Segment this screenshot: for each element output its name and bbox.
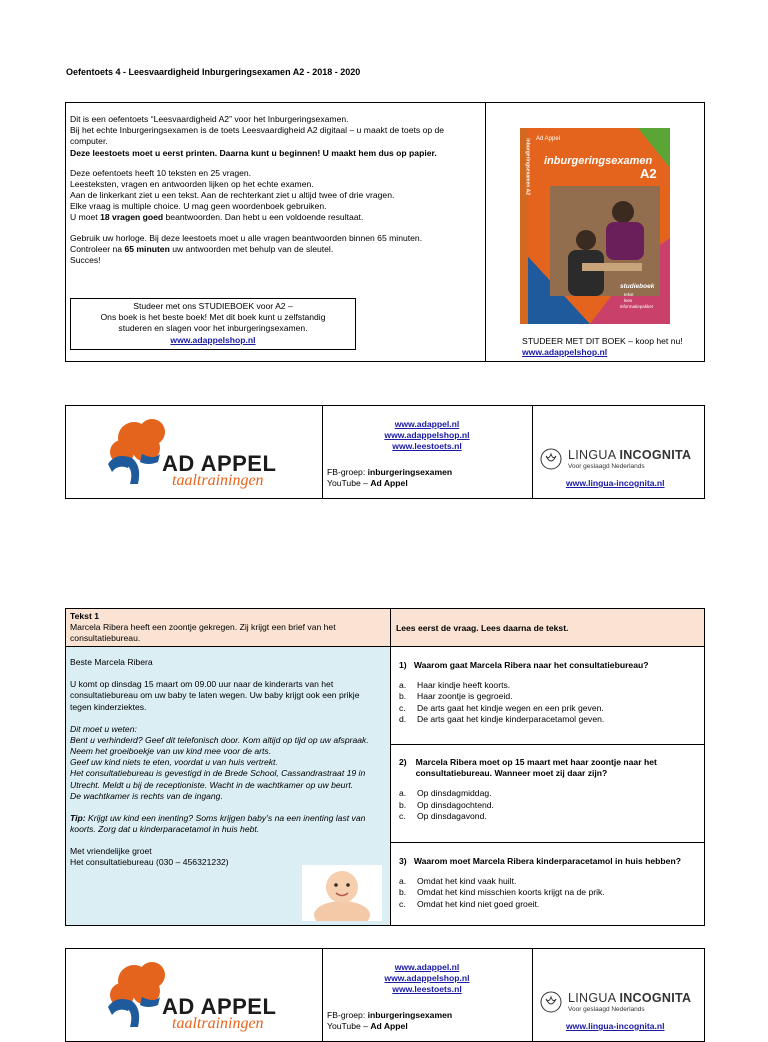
banner-social: FB-groep: inburgeringsexamen YouTube – Ad Appel — [327, 467, 453, 489]
studybook-line: Studeer met ons STUDIEBOEK voor A2 – — [133, 301, 293, 311]
book-author: Ad Appel — [536, 136, 561, 142]
partner-name: LINGUA INCOGNITA — [568, 991, 692, 1005]
answer-option[interactable]: c. Omdat het kind niet goed groeit. — [399, 898, 540, 909]
intro-line: Leesteksten, vragen en antwoorden lijken op het echte examen. — [70, 178, 314, 189]
banner-link[interactable]: www.leestoets.nl — [392, 441, 462, 452]
banner-link[interactable]: www.adappelshop.nl — [384, 973, 470, 984]
question-2 — [391, 757, 704, 822]
page-title: Oefentoets 4 - Leesvaardigheid Inburgeringsexamen A2 - 2018 - 2020 — [66, 67, 361, 77]
logo-tagline: taaltrainingen — [172, 1015, 264, 1032]
book-cover[interactable] — [520, 128, 670, 324]
logo-tagline: taaltrainingen — [172, 472, 264, 489]
text1-instruction: Lees eerst de vraag. Lees daarna de tekst. — [396, 623, 569, 633]
answer-option[interactable]: b. Haar zoontje is gegroeid. — [399, 691, 513, 702]
book-caption: STUDEER MET DIT BOEK – koop het nu! — [522, 336, 683, 346]
letter-paragraph: U komt op dinsdag 15 maart om 09.00 uur naar de kinderarts van het consultatiebureau om uw baby te laten wegen. Uw baby krijgt ook een prikje tegen kinderziektes. — [70, 679, 360, 712]
logo-name: AD APPEL — [162, 451, 277, 476]
banner-links — [323, 419, 531, 453]
letter-info-line: Geef uw kind niets te eten, voordat u van huis vertrekt. — [70, 757, 278, 768]
logo-name: AD APPEL — [162, 994, 277, 1019]
book-link[interactable]: www.adappelshop.nl — [522, 347, 608, 357]
book-sub: tekst — [624, 292, 634, 297]
book-sub: lees — [624, 298, 633, 303]
questions-panel — [391, 647, 704, 925]
intro-line: Controleer na 65 minuten uw antwoorden met behulp van de sleutel. — [70, 243, 334, 254]
ad-appel-logo[interactable] — [102, 961, 292, 1033]
ad-appel-logo[interactable] — [102, 418, 292, 490]
intro-line: Gebruik uw horloge. Bij deze leestoets moet u alle vragen beantwoorden binnen 65 minuten. — [70, 232, 423, 243]
question-1 — [391, 660, 704, 725]
banner-repeat — [65, 948, 705, 1042]
banner-link[interactable]: www.adappel.nl — [394, 962, 460, 972]
intro-line: Aan de linkerkant ziet u een tekst. Aan de rechterkant ziet u altijd twee of drie vragen. — [70, 190, 395, 201]
answer-option[interactable]: b. Omdat het kind misschien koorts krijgt na de prik. — [399, 887, 605, 898]
banner-links — [323, 962, 531, 996]
banner-social: FB-groep: inburgeringsexamen YouTube – Ad Appel — [327, 1010, 453, 1032]
tulip-icon — [540, 448, 562, 470]
banner-link[interactable]: www.leestoets.nl — [392, 984, 462, 995]
intro-line: Deze oefentoets heeft 10 teksten en 25 vragen. — [70, 167, 252, 178]
letter-closing: Het consultatiebureau (030 – 456321232) — [70, 857, 229, 868]
question-text: 2) Marcela Ribera moet op 15 maart met haar zoontje naar het consultatiebureau. Wanneer moet zij daar zijn? — [399, 757, 657, 779]
partner-tagline: Voor geslaagd Nederlands — [568, 463, 645, 470]
intro-line: Elke vraag is multiple choice. U mag geen woordenboek gebruiken. — [70, 201, 327, 212]
intro-line: Bij het echte Inburgeringsexamen is de toets Leesvaardigheid A2 digitaal – u maakt de toets op de computer. — [70, 125, 445, 147]
lingua-incognita-logo[interactable] — [540, 446, 705, 476]
answer-option[interactable]: d. De arts gaat het kindje kinderparacetamol geven. — [399, 713, 605, 724]
intro-line-bold: Deze leestoets moet u eerst printen. Daarna kunt u beginnen! U maakt hem dus op papier. — [70, 147, 437, 158]
letter-panel — [66, 647, 390, 925]
banner-link[interactable]: www.adappel.nl — [394, 419, 460, 429]
letter-info-line: Dit moet u weten: — [70, 723, 137, 734]
tulip-icon — [540, 991, 562, 1013]
question-3 — [391, 856, 704, 910]
banner — [65, 405, 705, 499]
answer-option[interactable]: c. De arts gaat het kindje wegen en een prik geven. — [399, 702, 604, 713]
answer-option[interactable]: a. Op dinsdagmiddag. — [399, 788, 492, 799]
letter-info-line: Neem het groeiboekje van uw kind mee voor de arts. — [70, 746, 272, 757]
text1-table — [65, 608, 705, 926]
intro-box — [65, 102, 705, 362]
partner-link[interactable]: www.lingua-incognita.nl — [566, 1021, 665, 1031]
banner-link[interactable]: www.adappelshop.nl — [384, 430, 470, 441]
answer-option[interactable]: c. Op dinsdagavond. — [399, 810, 487, 821]
lingua-incognita-logo[interactable] — [540, 989, 705, 1019]
intro-line: Succes! — [70, 254, 101, 265]
studybook-link[interactable]: www.adappelshop.nl — [170, 334, 256, 345]
letter-info-line: Het consultatiebureau is gevestigd in de Brede School, Cassandrastraat 19 in — [70, 768, 366, 779]
letter-info-line: Bent u verhinderd? Geef dit telefonisch door. Kom altijd op tijd op uw afspraak. — [70, 734, 369, 745]
book-spine-text: inburgeringsexamen A2 — [524, 138, 531, 196]
letter-salutation: Beste Marcela Ribera — [70, 657, 153, 667]
text1-heading: Tekst 1 — [70, 611, 99, 621]
letter-closing: Met vriendelijke groet — [70, 846, 152, 857]
text1-intro: Marcela Ribera heeft een zoontje gekregen. Zij krijgt een brief van het consultatiebureau. — [70, 622, 336, 644]
question-text: 1) Waarom gaat Marcela Ribera naar het consultatiebureau? — [399, 660, 649, 670]
partner-link[interactable]: www.lingua-incognita.nl — [566, 478, 665, 488]
answer-option[interactable]: a. Omdat het kind vaak huilt. — [399, 876, 517, 887]
book-title: inburgeringsexamen — [544, 155, 653, 167]
book-sub: informatiepakket — [620, 304, 654, 309]
question-text: 3) Waarom moet Marcela Ribera kinderparacetamol in huis hebben? — [399, 856, 681, 866]
book-level: A2 — [640, 166, 657, 181]
answer-option[interactable]: a. Haar kindje heeft koorts. — [399, 680, 511, 691]
baby-photo — [302, 865, 382, 921]
studybook-line: studeren en slagen voor het inburgeringsexamen. — [118, 323, 308, 334]
intro-text — [70, 114, 480, 266]
letter-info-line: Utrecht. Meldt u bij de receptioniste. Wacht in de wachtkamer op uw beurt. — [70, 779, 354, 790]
letter-tip: Tip: Krijgt uw kind een inenting? Soms krijgen baby’s na een inenting last van koorts. Zorg dat u kinderparacetamol in huis hebt. — [70, 812, 366, 835]
studybook-line: Ons boek is het beste boek! Met dit boek kunt u zelfstandig — [100, 312, 326, 323]
answer-option[interactable]: b. Op dinsdagochtend. — [399, 799, 494, 810]
partner-name: LINGUA INCOGNITA — [568, 448, 692, 462]
partner-tagline: Voor geslaagd Nederlands — [568, 1006, 645, 1013]
intro-line: Dit is een oefentoets “Leesvaardigheid A2” voor het Inburgeringsexamen. — [70, 114, 349, 124]
studybook-box — [70, 298, 356, 350]
letter-info-line: De wachtkamer is rechts van de ingang. — [70, 790, 223, 801]
intro-line: U moet 18 vragen goed beantwoorden. Dan hebt u een voldoende resultaat. — [70, 212, 364, 223]
book-sub: studieboek — [620, 283, 655, 290]
text1-heading-block — [70, 611, 386, 645]
